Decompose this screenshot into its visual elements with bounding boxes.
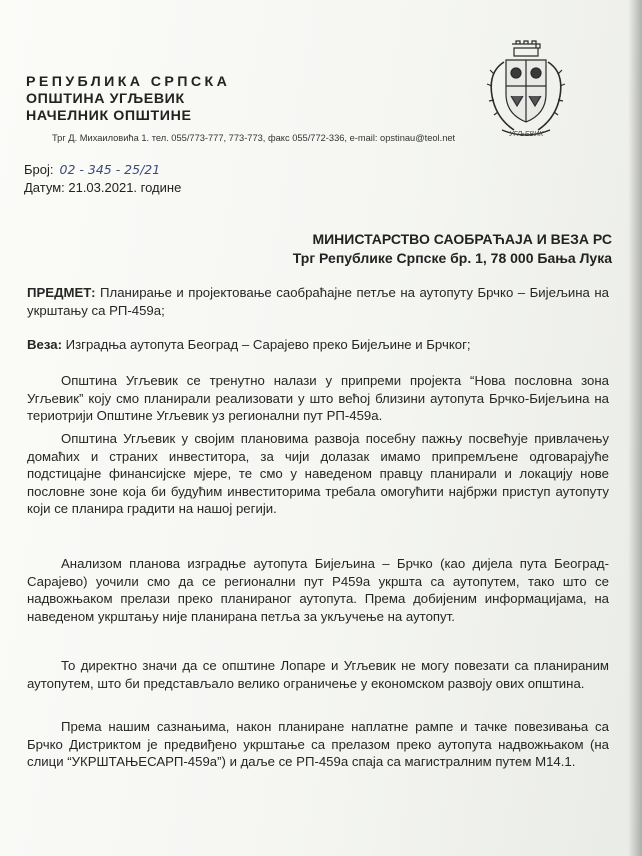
letterhead (26, 74, 230, 125)
recipient-name: МИНИСТАРСТВО САОБРАЋАЈА И ВЕЗА РС (312, 231, 612, 247)
body-paragraph-4: То директно значи да се општине Лопаре и Угљевик не могу повезати са планираним аутопутем, што би представљало велико ограничење у економском развоју ових општина. (27, 658, 609, 691)
letterhead-municipality: ОПШТИНА УГЉЕВИК (26, 91, 185, 107)
reference-line (27, 336, 609, 354)
recipient-block (293, 230, 612, 268)
reference-number-label: Број: (24, 162, 54, 177)
recipient-address: Трг Републике Српске бр. 1, 78 000 Бања Лука (292, 250, 612, 266)
letterhead-office: НАЧЕЛНИК ОПШТИНЕ (26, 108, 192, 124)
document-date: Датум: 21.03.2021. године (24, 180, 182, 195)
subject-line (27, 284, 609, 319)
letterhead-contact: Трг Д. Михаиловића 1. тел. 055/773-777, 773-773, факс 055/772-336, e-mail: opstinau@teol.net (52, 133, 456, 143)
reference-line-text: Изградња аутопута Београд – Сарајево преко Бијељине и Брчког; (65, 337, 471, 352)
letterhead-republic: РЕПУБЛИКА СРПСКА (26, 74, 231, 90)
body-paragraph-3: Анализом планова изградње аутопута Бијељина – Брчко (као дијела пута Београд-Сарајево) уочили смо да се регионални пут Р459а укршта са аутопутем, тако што се надвожњаком прелази преко планираног аутопута. Према добијеним информацијама, на наведеном укрштању није планирана петља за укључење на аутопут. (27, 556, 609, 624)
subject-label: ПРЕДМЕТ: (27, 285, 96, 300)
reference-number-handwritten: 02 - 345 - 25/21 (59, 162, 161, 177)
reference-line-label: Веза: (27, 337, 62, 352)
crest-label: УГЉЕВИК (509, 131, 544, 138)
page-edge-shadow (628, 0, 642, 856)
subject-text: Планирање и пројектовање саобраћајне петље на аутопуту Брчко – Бијељина на укрштању са РП-459а; (27, 285, 609, 318)
body-paragraph-5: Према нашим сазнањима, након планиране наплатне рампе и тачке повезивања са Брчко Дистриктом је предвиђено укрштање са прелазом преко аутопута надвожњаком (на слици “УКРШТАЊЕСАРП-459а”) и даље се РП-459а спаја са магистралним путем М14.1. (27, 719, 609, 769)
reference-number (24, 162, 160, 177)
body-paragraph-2: Општина Угљевик у својим плановима развоја посебну пажњу посвећује привлачењу домаћих и страних инвеститора, за чији долазак имамо припремљене одговарајуће подстицајне финансијске мјере, те смо у наведеном правцу планирали и локацију нове пословне зоне која би будућим инвеститорима требала омогућити најбржи приступ аутопуту који се планира градити на нашој регији. (27, 431, 609, 516)
body-paragraph-1: Општина Угљевик се тренутно налази у припреми пројекта “Нова пословна зона Угљевик” коју смо планирали реализовати у што већој близини аутопута Брчко-Бијељина на териотрији Општине Угљевик уз регионални пут РП-459а. (27, 373, 609, 423)
